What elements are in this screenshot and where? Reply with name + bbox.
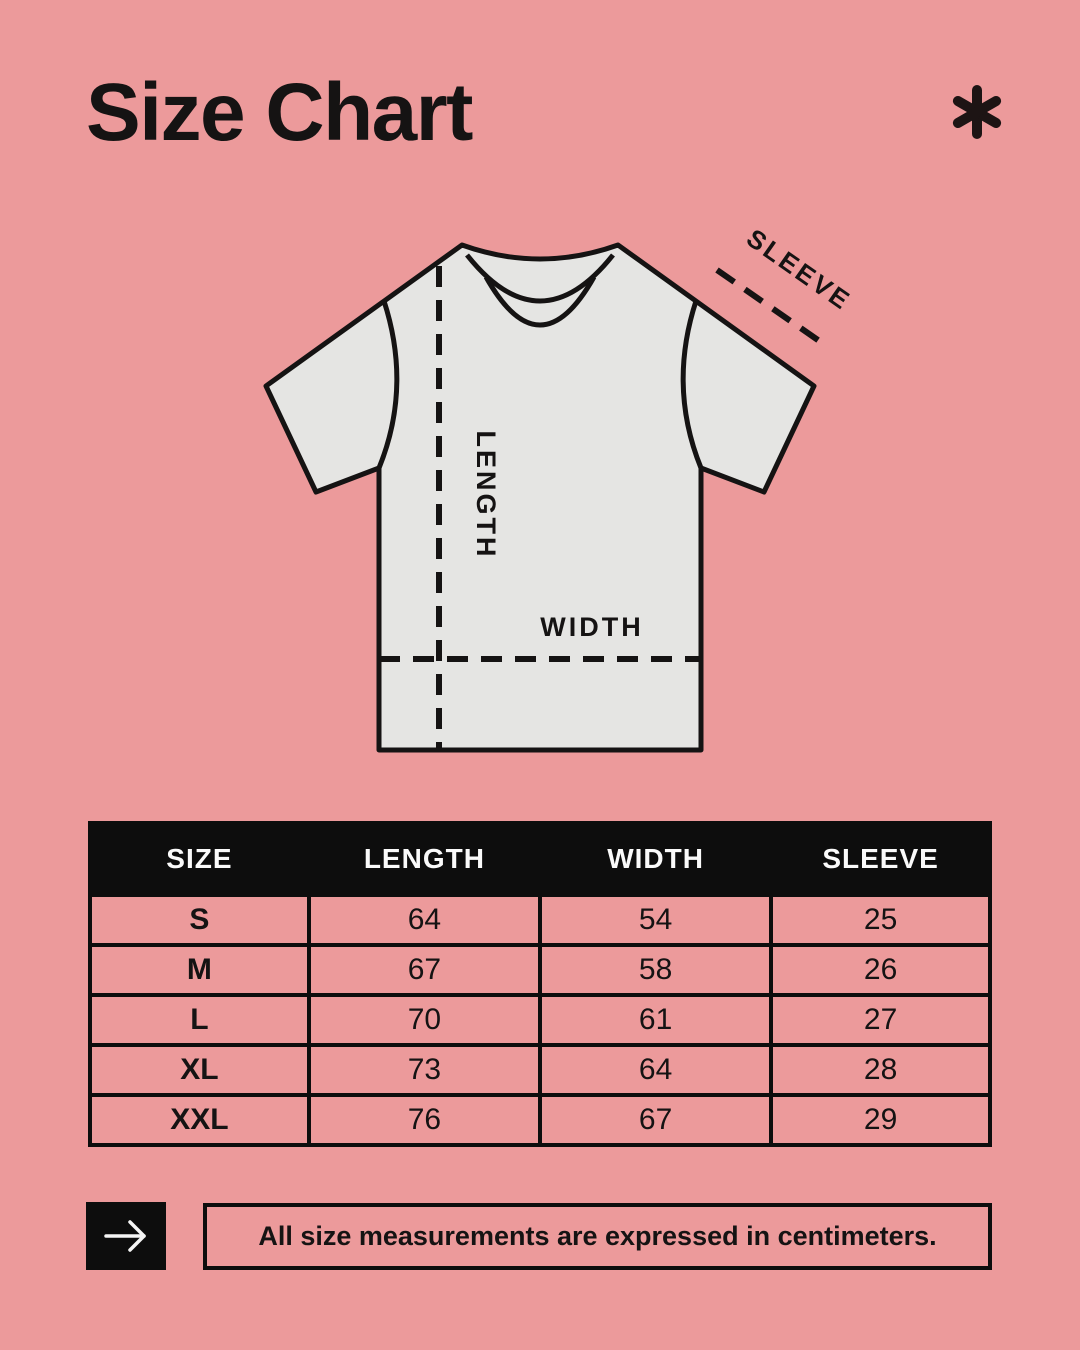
length-cell: 70 <box>309 995 540 1045</box>
header-sleeve: SLEEVE <box>771 823 990 895</box>
header-length: LENGTH <box>309 823 540 895</box>
tshirt-diagram <box>240 215 860 775</box>
width-cell: 67 <box>540 1095 771 1145</box>
size-cell: XXL <box>90 1095 309 1145</box>
page-title: Size Chart <box>86 67 472 158</box>
sleeve-cell: 28 <box>771 1045 990 1095</box>
sleeve-cell: 29 <box>771 1095 990 1145</box>
size-table <box>88 821 992 1147</box>
length-cell: 76 <box>309 1095 540 1145</box>
header-width: WIDTH <box>540 823 771 895</box>
length-label: LENGTH <box>471 430 501 560</box>
table-row-s <box>90 895 990 945</box>
header-size: SIZE <box>90 823 309 895</box>
table-row-l <box>90 995 990 1045</box>
width-cell: 64 <box>540 1045 771 1095</box>
size-cell: S <box>90 895 309 945</box>
arrow-right-icon <box>96 1212 156 1260</box>
measurement-note: All size measurements are expressed in centimeters. <box>203 1203 992 1270</box>
table-row-m <box>90 945 990 995</box>
arrow-box <box>86 1202 166 1270</box>
tshirt-outline <box>266 245 814 750</box>
sleeve-cell: 26 <box>771 945 990 995</box>
sleeve-label: SLEEVE <box>741 222 858 317</box>
width-cell: 58 <box>540 945 771 995</box>
width-label: WIDTH <box>540 612 644 642</box>
size-table-header-row <box>90 823 990 895</box>
size-cell: M <box>90 945 309 995</box>
width-cell: 61 <box>540 995 771 1045</box>
size-cell: XL <box>90 1045 309 1095</box>
asterisk-icon <box>950 85 1004 139</box>
sleeve-cell: 27 <box>771 995 990 1045</box>
table-row-xxl <box>90 1095 990 1145</box>
length-cell: 67 <box>309 945 540 995</box>
length-cell: 64 <box>309 895 540 945</box>
width-cell: 54 <box>540 895 771 945</box>
sleeve-cell: 25 <box>771 895 990 945</box>
length-cell: 73 <box>309 1045 540 1095</box>
size-cell: L <box>90 995 309 1045</box>
table-row-xl <box>90 1045 990 1095</box>
